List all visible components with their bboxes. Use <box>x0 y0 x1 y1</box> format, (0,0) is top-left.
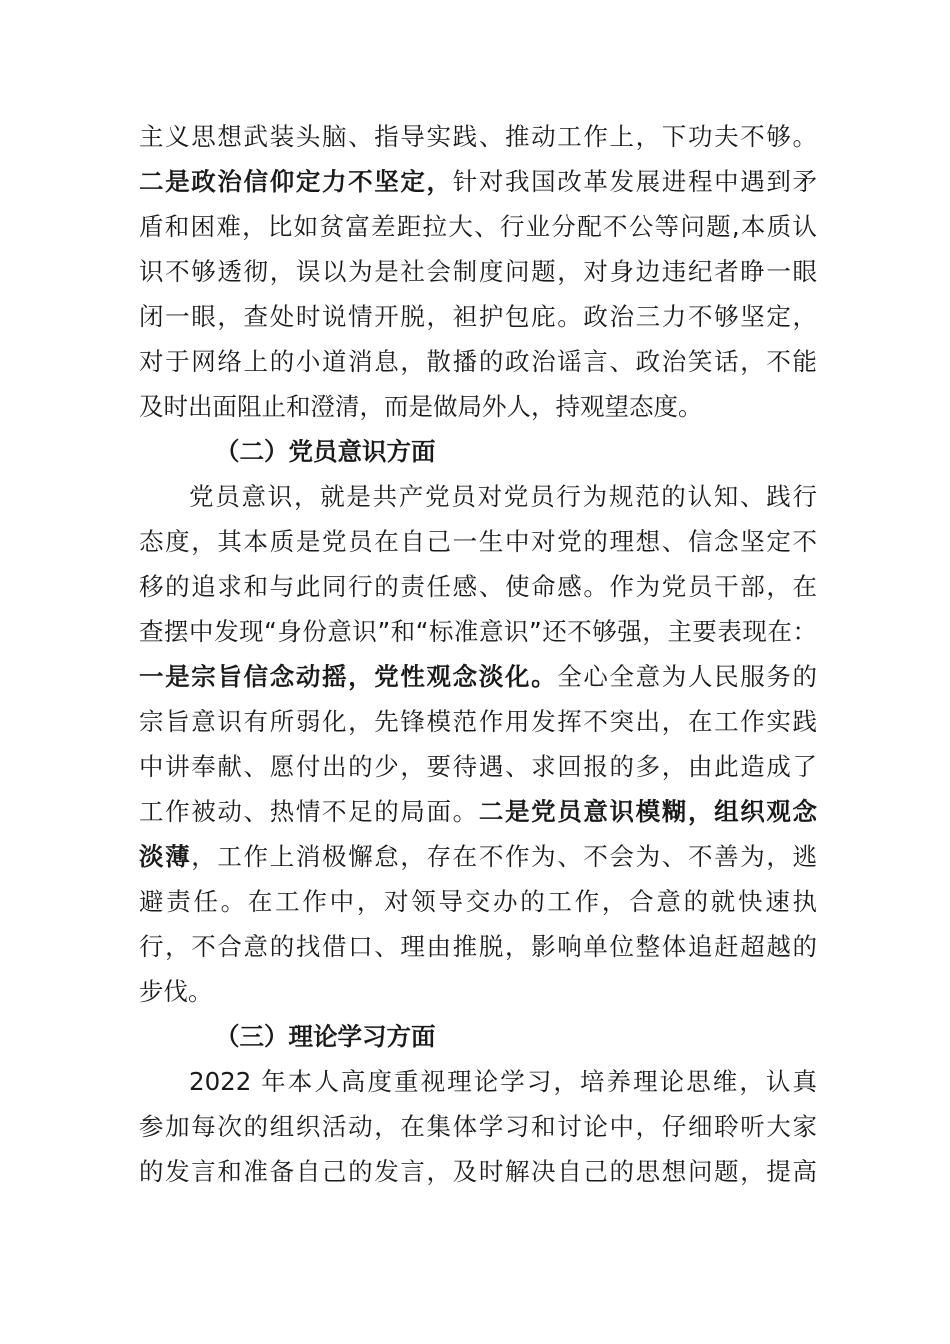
paragraph-line: 盾和困难，比如贫富差距拉大、行业分配不公等问题,本质认 <box>139 212 817 241</box>
paragraph-line: 查摆中发现“身份意识”和“标准意识”还不够强，主要表现在： <box>139 617 817 646</box>
document-page <box>139 114 817 1194</box>
paragraph-line: 党员意识，就是共产党员对党员行为规范的认知、践行 <box>189 482 817 511</box>
paragraph-line: 的发言和准备自己的发言，及时解决自己的思想问题，提高 <box>139 1157 817 1186</box>
paragraph-line: 对于网络上的小道消息，散播的政治谣言、政治笑话，不能 <box>139 347 817 376</box>
bold-lead: 二是党员意识模糊，组织观念 <box>478 797 818 826</box>
paragraph-line: 中讲奉献、愿付出的少，要待遇、求回报的多，由此造成了 <box>139 752 817 781</box>
paragraph-line: 态度，其本质是党员在自己一生中对党的理想、信念坚定不 <box>139 527 817 556</box>
paragraph-line: 避责任。在工作中，对领导交办的工作，合意的就快速执 <box>139 887 817 916</box>
bold-lead: 二是政治信仰定力不坚定， <box>139 167 453 196</box>
section-heading: （二）党员意识方面 <box>215 437 436 466</box>
paragraph-line: 闭一眼，查处时说情开脱，袒护包庇。政治三力不够坚定， <box>139 302 817 331</box>
paragraph-line: 识不够透彻，误以为是社会制度问题，对身边违纪者睁一眼 <box>139 257 817 286</box>
bold-lead: 一是宗旨信念动摇，党性观念淡化。 <box>139 662 558 691</box>
paragraph-line: 行，不合意的找借口、理由推脱，影响单位整体追赶超越的 <box>139 932 817 961</box>
bold-lead: 淡薄 <box>139 842 192 871</box>
paragraph-line: 工作被动、热情不足的局面。二是党员意识模糊，组织观念 <box>139 797 818 826</box>
paragraph-line: 一是宗旨信念动摇，党性观念淡化。全心全意为人民服务的 <box>139 662 818 691</box>
paragraph-line: 宗旨意识有所弱化，先锋模范作用发挥不突出，在工作实践 <box>139 707 817 736</box>
paragraph-line: 移的追求和与此同行的责任感、使命感。作为党员干部，在 <box>139 572 817 601</box>
section-heading: （三）理论学习方面 <box>215 1022 436 1051</box>
paragraph-line: 参加每次的组织活动，在集体学习和讨论中，仔细聆听大家 <box>139 1112 817 1141</box>
paragraph-line: 及时出面阻止和澄清，而是做局外人，持观望态度。 <box>139 392 703 421</box>
paragraph-line: 2022 年本人高度重视理论学习，培养理论思维，认真 <box>189 1067 817 1096</box>
paragraph-line: 淡薄，工作上消极懈怠，存在不作为、不会为、不善为，逃 <box>139 842 817 871</box>
paragraph-line: 步伐。 <box>139 977 213 1006</box>
paragraph-line: 二是政治信仰定力不坚定，针对我国改革发展进程中遇到矛 <box>139 167 818 196</box>
paragraph-line: 主义思想武装头脑、指导实践、推动工作上，下功夫不够。 <box>139 122 817 151</box>
